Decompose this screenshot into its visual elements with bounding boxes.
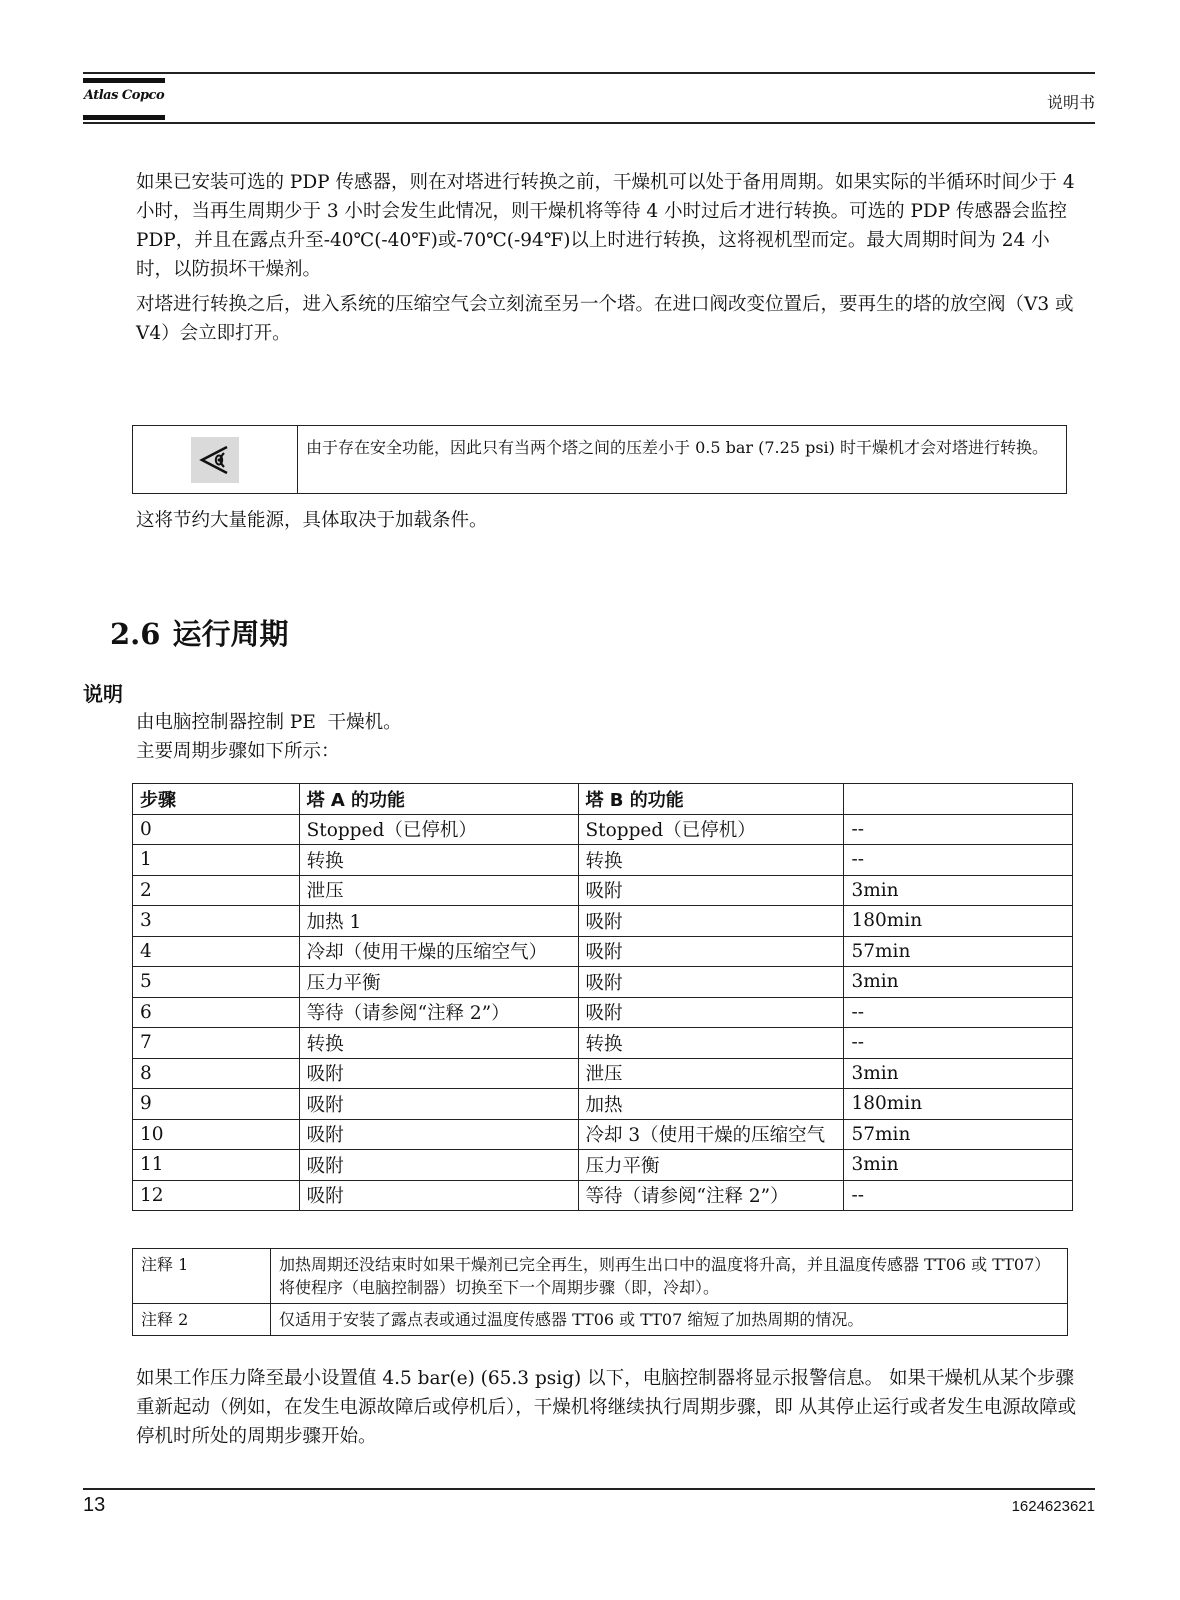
- cell-step: 10: [133, 1119, 300, 1150]
- cell-step: 9: [133, 1089, 300, 1120]
- cell-tower-a: 吸附: [299, 1150, 578, 1181]
- atlas-copco-logo: [83, 78, 165, 120]
- cell-duration: 57min: [844, 936, 1073, 967]
- notes-table: [132, 1248, 1068, 1336]
- paragraph-pressure-alarm: 如果工作压力降至最小设置值 4.5 bar(e) (65.3 psig) 以下，电脑控制器将显示报警信息。 如果干燥机从某个步骤重新起动（例如，在发生电源故障后或停机后），干燥机将继续执行周期步骤，即 从其停止运行或者发生电源故障或停机时所处的周期步骤开始。: [136, 1368, 1077, 1447]
- table-row: [133, 1028, 1073, 1059]
- cell-duration: 3min: [844, 875, 1073, 906]
- cell-tower-a: 转换: [299, 845, 578, 876]
- cell-tower-a: 泄压: [299, 875, 578, 906]
- cell-duration: --: [844, 845, 1073, 876]
- cell-duration: 3min: [844, 1150, 1073, 1181]
- header-step: 步骤: [133, 784, 300, 815]
- cell-tower-b: 吸附: [578, 997, 844, 1028]
- table-row: [133, 845, 1073, 876]
- cell-duration: --: [844, 1028, 1073, 1059]
- cell-tower-b: 转换: [578, 845, 844, 876]
- paragraph-pdp-sensor: 如果已安装可选的 PDP 传感器，则在对塔进行转换之前，干燥机可以处于备用周期。如果实际的半循环时间少于 4 小时，当再生周期少于 3 小时会发生此情况，则干燥机将等待 4 小时过后才进行转换。可选的 PDP 传感器会监控 PDP，并且在露点升至-40℃(-40℉)或-70℃(-94℉)以上时进行转换，这将视机型而定。最大周期时间为 24 小时，以防损坏干燥剂。: [136, 172, 1075, 280]
- paragraph-energy-saving: 这将节约大量能源，具体取决于加载条件。: [136, 510, 488, 531]
- note-row: [133, 1304, 1068, 1336]
- cell-step: 8: [133, 1058, 300, 1089]
- cell-duration: --: [844, 1180, 1073, 1211]
- cell-step: 0: [133, 814, 300, 845]
- note-row: [133, 1249, 1068, 1304]
- header-tower-a: 塔 A 的功能: [299, 784, 578, 815]
- cell-step: 5: [133, 967, 300, 998]
- cell-step: 7: [133, 1028, 300, 1059]
- cell-step: 1: [133, 845, 300, 876]
- cell-tower-a: 吸附: [299, 1089, 578, 1120]
- cell-duration: 3min: [844, 967, 1073, 998]
- cell-tower-b: 吸附: [578, 936, 844, 967]
- table-row: [133, 1180, 1073, 1211]
- intro-line-1: 由电脑控制器控制 PE 干燥机。: [136, 712, 402, 733]
- cell-duration: 180min: [844, 1089, 1073, 1120]
- cycle-steps-table: [132, 783, 1073, 1211]
- table-row: [133, 814, 1073, 845]
- cell-tower-b: 加热: [578, 1089, 844, 1120]
- cell-duration: --: [844, 997, 1073, 1028]
- table-row: [133, 1058, 1073, 1089]
- footer-rule: [83, 1488, 1095, 1490]
- cell-tower-b: 冷却 3（使用干燥的压缩空气: [578, 1119, 844, 1150]
- table-row: [133, 967, 1073, 998]
- paragraph-tower-switch: 对塔进行转换之后，进入系统的压缩空气会立刻流至另一个塔。在进口阀改变位置后，要再生的塔的放空阀（V3 或 V4）会立即打开。: [136, 294, 1074, 344]
- note-label: 注释 2: [133, 1304, 271, 1336]
- cell-tower-b: 转换: [578, 1028, 844, 1059]
- cell-duration: 57min: [844, 1119, 1073, 1150]
- intro-line-2: 主要周期步骤如下所示：: [136, 741, 340, 762]
- notice-text: 由于存在安全功能，因此只有当两个塔之间的压差小于 0.5 bar (7.25 psi) 时干燥机才会对塔进行转换。: [306, 438, 1048, 457]
- cell-duration: --: [844, 814, 1073, 845]
- table-row: [133, 906, 1073, 937]
- cell-tower-a: 吸附: [299, 1058, 578, 1089]
- header-top-rule: [83, 72, 1095, 74]
- cell-step: 6: [133, 997, 300, 1028]
- cell-tower-b: 压力平衡: [578, 1150, 844, 1181]
- table-header-row: [133, 784, 1073, 815]
- table-row: [133, 1150, 1073, 1181]
- cell-step: 2: [133, 875, 300, 906]
- sub-heading: 说明: [83, 682, 123, 706]
- table-row: [133, 1119, 1073, 1150]
- cell-step: 3: [133, 906, 300, 937]
- cell-tower-b: 吸附: [578, 906, 844, 937]
- cell-tower-a: 冷却（使用干燥的压缩空气）: [299, 936, 578, 967]
- cell-tower-a: 加热 1: [299, 906, 578, 937]
- cell-tower-a: 压力平衡: [299, 967, 578, 998]
- header-duration: [844, 784, 1073, 815]
- cell-duration: 3min: [844, 1058, 1073, 1089]
- notice-icon-cell: [133, 426, 298, 493]
- page-number: 13: [83, 1494, 106, 1516]
- document-type: 说明书: [1046, 93, 1095, 112]
- safety-notice: [132, 425, 1067, 494]
- cell-tower-b: Stopped（已停机）: [578, 814, 844, 845]
- cell-tower-b: 泄压: [578, 1058, 844, 1089]
- cell-tower-a: Stopped（已停机）: [299, 814, 578, 845]
- cell-tower-b: 吸附: [578, 875, 844, 906]
- section-number: 2.6: [110, 617, 161, 651]
- cell-step: 12: [133, 1180, 300, 1211]
- table-row: [133, 936, 1073, 967]
- cell-tower-a: 等待（请参阅“注释 2”）: [299, 997, 578, 1028]
- note-text: 加热周期还没结束时如果干燥剂已完全再生，则再生出口中的温度将升高，并且温度传感器 TT06 或 TT07）将使程序（电脑控制器）切换至下一个周期步骤（即，冷却）。: [271, 1249, 1068, 1304]
- eye-icon: [191, 437, 239, 483]
- cell-tower-b: 等待（请参阅“注释 2”）: [578, 1180, 844, 1211]
- cell-step: 11: [133, 1150, 300, 1181]
- cell-tower-a: 吸附: [299, 1180, 578, 1211]
- logo-text: Atlas Copco: [83, 88, 165, 103]
- table-row: [133, 875, 1073, 906]
- note-text: 仅适用于安装了露点表或通过温度传感器 TT06 或 TT07 缩短了加热周期的情况。: [271, 1304, 1068, 1336]
- header-bottom-rule: [83, 122, 1095, 124]
- cell-step: 4: [133, 936, 300, 967]
- header-tower-b: 塔 B 的功能: [578, 784, 844, 815]
- note-label: 注释 1: [133, 1249, 271, 1304]
- table-row: [133, 997, 1073, 1028]
- cell-tower-b: 吸附: [578, 967, 844, 998]
- cell-tower-a: 吸附: [299, 1119, 578, 1150]
- document-number: 1624623621: [1011, 1498, 1095, 1515]
- table-row: [133, 1089, 1073, 1120]
- cell-duration: 180min: [844, 906, 1073, 937]
- cell-tower-a: 转换: [299, 1028, 578, 1059]
- section-heading: [110, 612, 288, 653]
- section-intro: [136, 708, 402, 766]
- section-title: 运行周期: [172, 617, 289, 651]
